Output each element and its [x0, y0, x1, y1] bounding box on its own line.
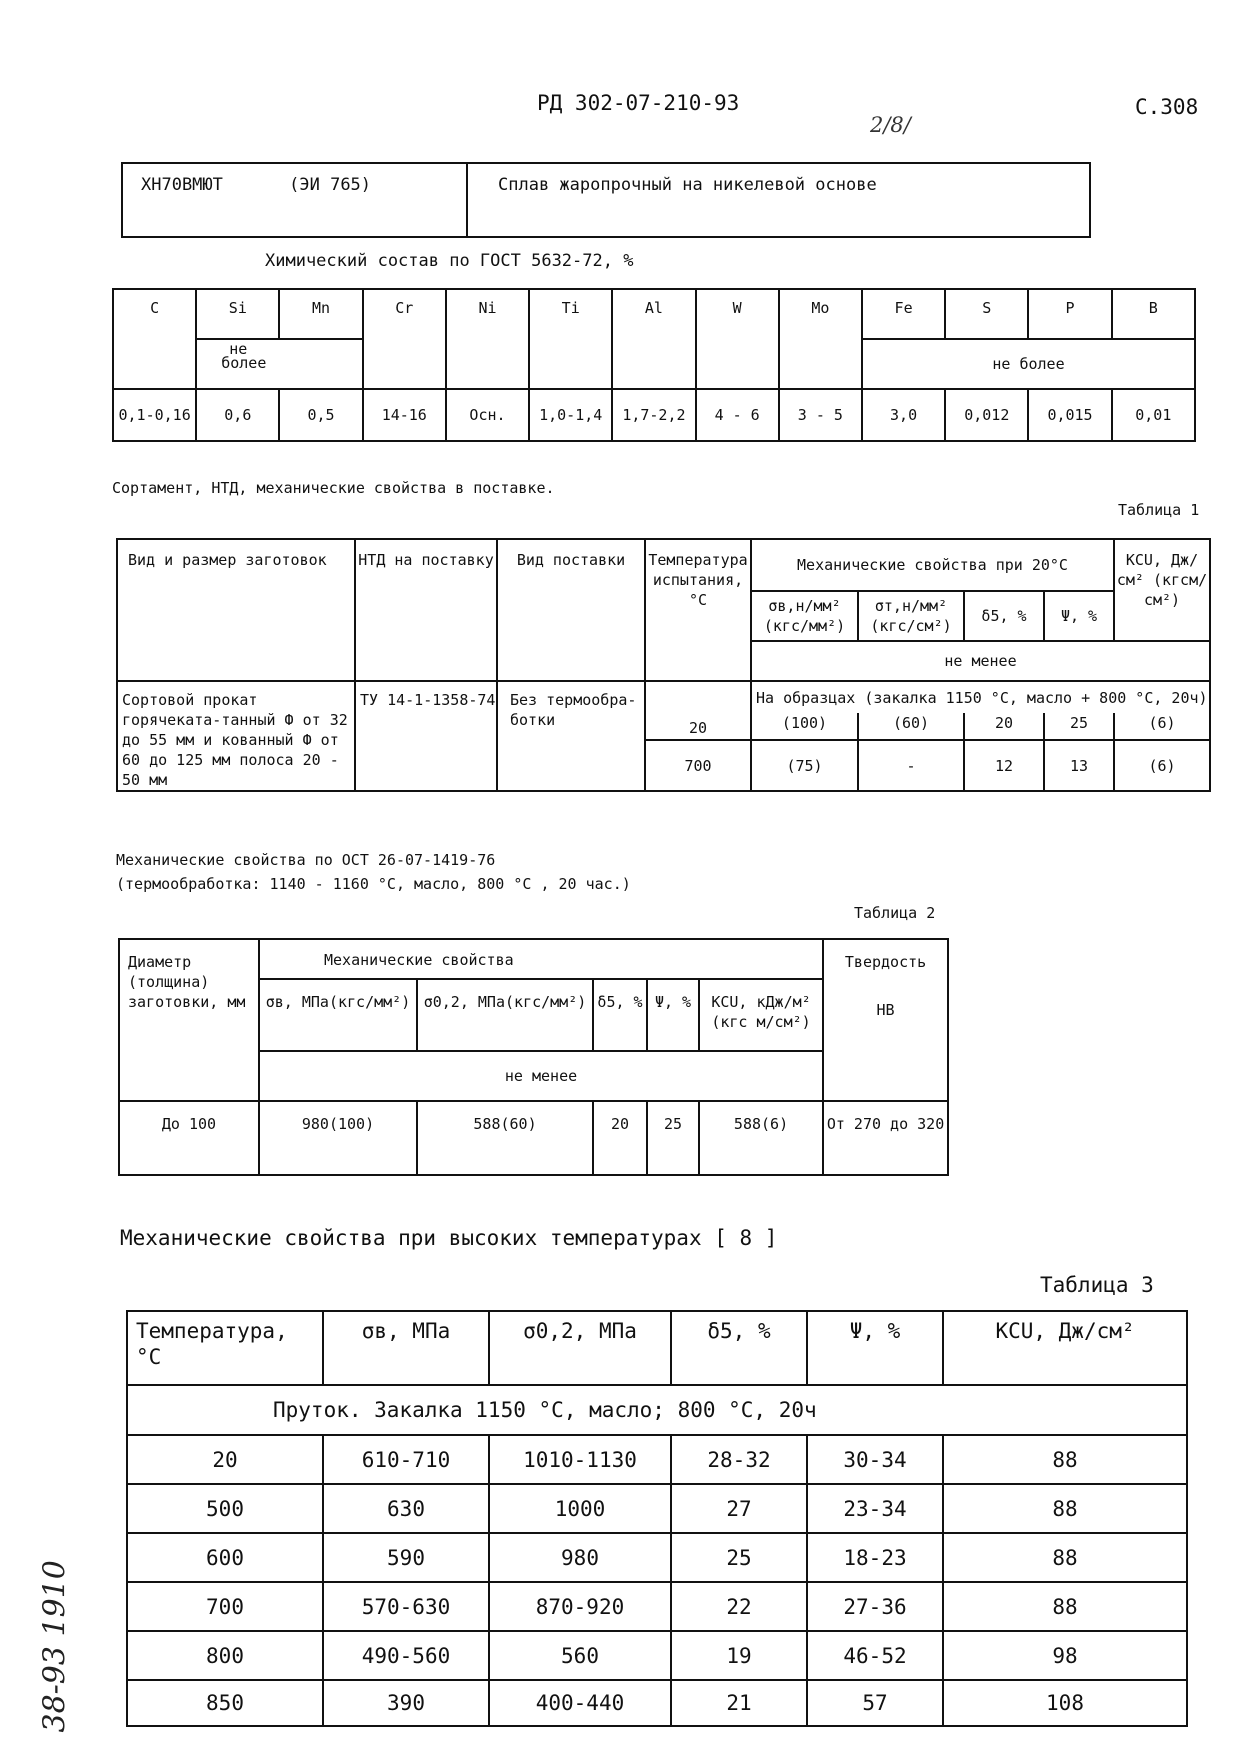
chem-col-al: Al [612, 289, 695, 389]
t1-r2-kcu: (6) [1114, 740, 1210, 791]
t2-row-psi: 25 [647, 1101, 699, 1175]
t1-label: Таблица 1 [1118, 501, 1200, 519]
t2-h-hardness-label: Твердость [844, 953, 927, 971]
chem-value-mn: 0,5 [279, 389, 362, 441]
t2-row-delta5: 20 [593, 1101, 647, 1175]
chem-value-cr: 14-16 [363, 389, 446, 441]
t1-h-supply: Вид поставки [497, 539, 645, 681]
t1-h-kcu: КСU, Дж/см² (кгсм/см²) [1114, 539, 1210, 641]
t2-caption-2: (термообработка: 1140 - 1160 °С, масло, 800 °С , 20 час.) [116, 875, 631, 893]
chem-col-c: C [113, 289, 196, 389]
table-row [127, 1582, 1187, 1631]
t3-cell: 27 [671, 1484, 807, 1533]
table-1 [116, 538, 1211, 792]
chem-note-ne: не [229, 340, 248, 358]
t3-cell: 560 [489, 1631, 671, 1680]
chem-value-w: 4 - 6 [696, 389, 779, 441]
title-box [121, 162, 1091, 238]
alloy-description: Сплав жаропрочный на никелевой основе [467, 163, 1090, 237]
chem-value-c: 0,1-0,16 [113, 389, 196, 441]
t3-caption: Механические свойства при высоких температурах [ 8 ] [120, 1226, 778, 1250]
t3-cell: 23-34 [807, 1484, 943, 1533]
chem-value-b: 0,01 [1112, 389, 1195, 441]
t3-cell: 500 [127, 1484, 323, 1533]
t2-row-hardness: От 270 до 320 [823, 1101, 948, 1175]
t1-r1-psi: 25 [1044, 713, 1114, 740]
chem-value-ti: 1,0-1,4 [529, 389, 612, 441]
t3-cell: 590 [323, 1533, 489, 1582]
page-number: С.308 [1135, 95, 1199, 119]
chem-col-mn: Mn [279, 289, 362, 339]
t3-cell: 18-23 [807, 1533, 943, 1582]
t1-note: На образцах (закалка 1150 °С, масло + 800 °С, 20ч) [751, 681, 1210, 713]
t1-h-kind: Вид и размер заготовок [117, 539, 355, 681]
chem-col-si: Si [196, 289, 279, 339]
table-row [127, 1680, 1187, 1726]
chem-col-p: P [1028, 289, 1111, 339]
t3-cell: 46-52 [807, 1631, 943, 1680]
document-code: РД 302-07-210-93 [537, 91, 740, 115]
t3-h-psi: Ψ, % [807, 1311, 943, 1385]
t2-h-hb: НВ [876, 1001, 895, 1019]
t2-row-sigma-02: 588(60) [417, 1101, 593, 1175]
t3-cell: 490-560 [323, 1631, 489, 1680]
t3-cell: 88 [943, 1484, 1187, 1533]
t3-cell: 27-36 [807, 1582, 943, 1631]
t3-h-kcu: KCU, Дж/см² [943, 1311, 1187, 1385]
t3-cell: 88 [943, 1435, 1187, 1484]
t3-cell: 20 [127, 1435, 323, 1484]
t2-h-kcu: КСU, кДж/м² (кгс м/см²) [699, 979, 823, 1051]
chem-value-si: 0,6 [196, 389, 279, 441]
t1-h-temp: Температура испытания, °С [645, 539, 751, 681]
t3-h-sigma-02: σ0,2, МПа [489, 1311, 671, 1385]
table-row [127, 1631, 1187, 1680]
t1-h-min: не менее [751, 641, 1210, 681]
t2-row-sigma-b: 980(100) [259, 1101, 417, 1175]
t3-cell: 570-630 [323, 1582, 489, 1631]
chem-fe-b-note: не более [862, 339, 1195, 389]
t1-h-delta5: δ5, % [964, 591, 1044, 641]
t3-cell: 700 [127, 1582, 323, 1631]
t3-cell: 98 [943, 1631, 1187, 1680]
t2-row-kcu: 588(6) [699, 1101, 823, 1175]
t3-cell: 400-440 [489, 1680, 671, 1726]
t3-cell: 1000 [489, 1484, 671, 1533]
t2-row-diameter: До 100 [119, 1101, 259, 1175]
chem-col-mo: Mo [779, 289, 862, 389]
t2-h-diameter: Диаметр (толщина) заготовки, мм [119, 939, 259, 1101]
t3-cell: 600 [127, 1533, 323, 1582]
t1-r2-psi: 13 [1044, 740, 1114, 791]
t3-cell: 1010-1130 [489, 1435, 671, 1484]
chem-col-cr: Cr [363, 289, 446, 389]
t3-cell: 870-920 [489, 1582, 671, 1631]
t1-r1-sigma-b: (100) [751, 713, 858, 740]
t2-caption-1: Механические свойства по ОСТ 26-07-1419-76 [116, 851, 496, 869]
chem-col-s: S [945, 289, 1028, 339]
t3-cell: 28-32 [671, 1435, 807, 1484]
t1-product: Сортовой прокат горячеката-танный Ф от 32 до 55 мм и кованный Ф от 60 до 125 мм полоса 20 - 50 мм [117, 681, 355, 791]
chem-value-p: 0,015 [1028, 389, 1111, 441]
t3-span-note: Пруток. Закалка 1150 °С, масло; 800 °С, 20ч [127, 1385, 1187, 1435]
table-3 [126, 1310, 1188, 1727]
chem-table [112, 288, 1196, 442]
chem-value-al: 1,7-2,2 [612, 389, 695, 441]
t3-cell: 22 [671, 1582, 807, 1631]
table-2 [118, 938, 949, 1176]
t1-r2-sigma-t: - [858, 740, 964, 791]
chem-col-w: W [696, 289, 779, 389]
t2-h-delta5: δ5, % [593, 979, 647, 1051]
t2-label: Таблица 2 [854, 904, 936, 922]
margin-handwritten-note: 38-93 1910 [37, 1560, 73, 1733]
chem-col-ni: Ni [446, 289, 529, 389]
t3-cell: 88 [943, 1533, 1187, 1582]
alloy-grade: ХН70ВМЮТ [141, 175, 223, 195]
t3-cell: 610-710 [323, 1435, 489, 1484]
t1-r1-kcu: (6) [1114, 713, 1210, 740]
t3-cell: 57 [807, 1680, 943, 1726]
t2-h-sigma-02: σ0,2, МПа(кгс/мм²) [417, 979, 593, 1051]
t1-ntd: ТУ 14-1-1358-74 [355, 681, 497, 791]
t1-r1-temp: 20 [645, 681, 751, 740]
t3-cell: 19 [671, 1631, 807, 1680]
alloy-alt-grade: (ЭИ 765) [289, 175, 372, 195]
chem-col-b: B [1112, 289, 1195, 339]
t3-cell: 630 [323, 1484, 489, 1533]
chem-note-bolee: более [221, 354, 267, 372]
chem-value-fe: 3,0 [862, 389, 945, 441]
t1-h-psi: Ψ, % [1044, 591, 1114, 641]
chem-value-s: 0,012 [945, 389, 1028, 441]
t2-h-mech: Механические свойства [259, 939, 823, 979]
chem-value-ni: Осн. [446, 389, 529, 441]
t3-cell: 30-34 [807, 1435, 943, 1484]
t3-cell: 21 [671, 1680, 807, 1726]
t1-caption: Сортамент, НТД, механические свойства в поставке. [112, 479, 555, 497]
t1-h-sigma-b: σв,н/мм² (кгс/мм²) [751, 591, 858, 641]
t3-cell: 25 [671, 1533, 807, 1582]
handwritten-mark: 2/8/ [870, 113, 911, 137]
t2-h-min: не менее [259, 1051, 823, 1101]
table-row [127, 1435, 1187, 1484]
table-row [127, 1484, 1187, 1533]
t3-cell: 88 [943, 1582, 1187, 1631]
t3-cell: 108 [943, 1680, 1187, 1726]
t1-h-ntd: НТД на поставку [355, 539, 497, 681]
t1-r1-delta5: 20 [964, 713, 1044, 740]
t1-r2-temp: 700 [645, 740, 751, 791]
chem-col-fe: Fe [862, 289, 945, 339]
t1-h-sigma-t: σт,н/мм² (кгс/см²) [858, 591, 964, 641]
chem-value-mo: 3 - 5 [779, 389, 862, 441]
table-row [127, 1533, 1187, 1582]
t3-h-sigma-b: σв, МПа [323, 1311, 489, 1385]
chem-caption: Химический состав по ГОСТ 5632-72, % [265, 251, 634, 271]
chem-si-mn-note [196, 339, 362, 389]
t3-cell: 850 [127, 1680, 323, 1726]
t3-cell: 800 [127, 1631, 323, 1680]
t3-h-temp: Температура, °С [127, 1311, 323, 1385]
t1-r1-sigma-t: (60) [858, 713, 964, 740]
t1-supply: Без термообра-ботки [497, 681, 645, 791]
t3-h-delta5: δ5, % [671, 1311, 807, 1385]
t2-h-hardness [823, 939, 948, 1101]
t2-h-sigma-b: σв, МПа(кгс/мм²) [259, 979, 417, 1051]
t3-label: Таблица 3 [1040, 1273, 1154, 1297]
t1-r2-sigma-b: (75) [751, 740, 858, 791]
t2-h-psi: Ψ, % [647, 979, 699, 1051]
t1-h-mech: Механические свойства при 20°С [751, 539, 1114, 591]
t3-cell: 980 [489, 1533, 671, 1582]
chem-col-ti: Ti [529, 289, 612, 389]
t1-r2-delta5: 12 [964, 740, 1044, 791]
t3-cell: 390 [323, 1680, 489, 1726]
